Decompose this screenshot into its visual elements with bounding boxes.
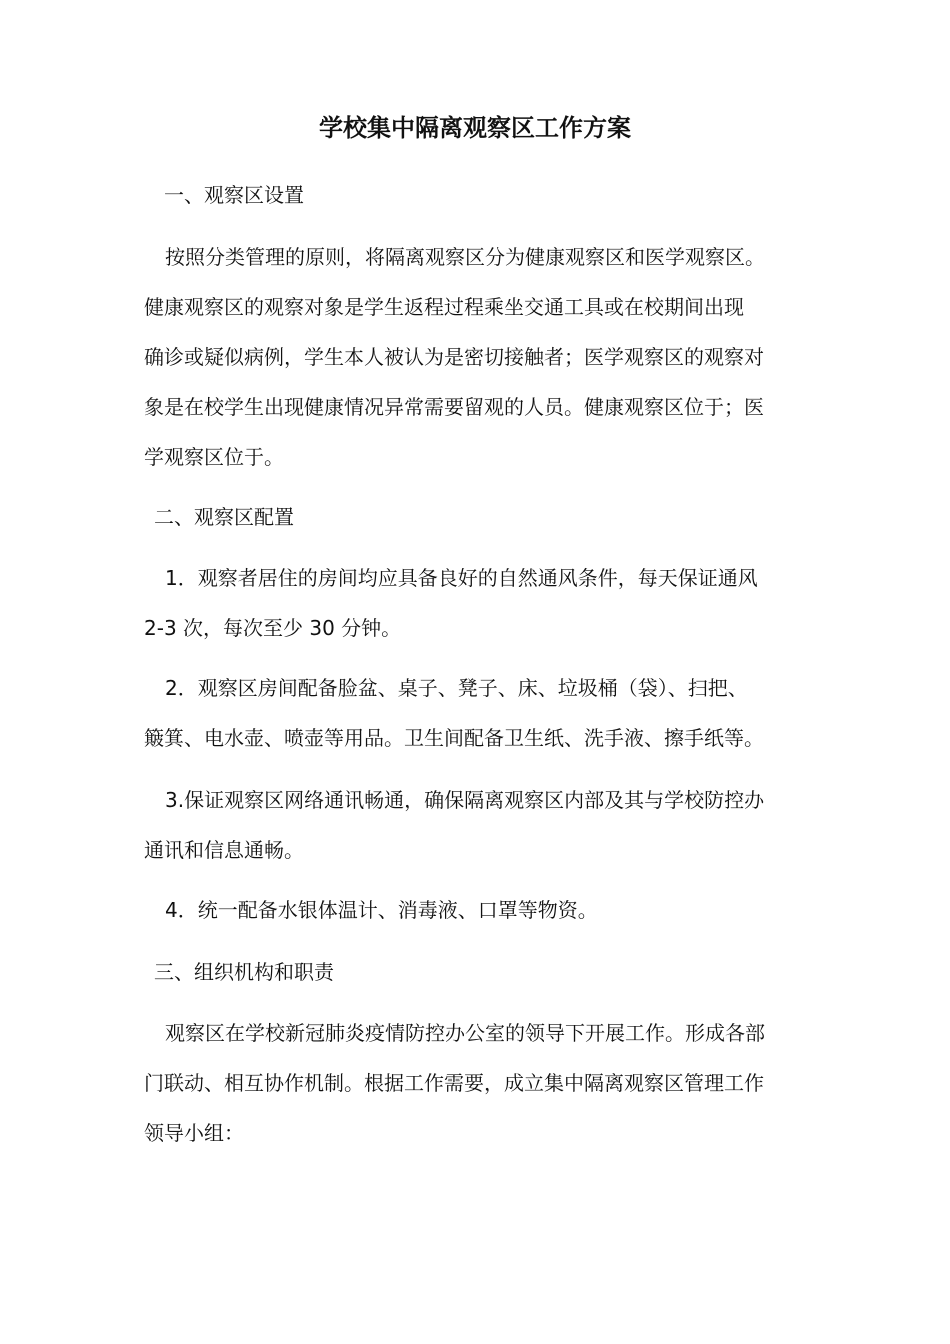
paragraph-line: 观察区在学校新冠肺炎疫情防控办公室的领导下开展工作。形成各部 (165, 1021, 765, 1045)
paragraph-2-3 (144, 775, 810, 875)
paragraph-line: 2-3 次，每次至少 30 分钟。 (144, 616, 402, 640)
paragraph-line: 3.保证观察区网络通讯畅通，确保隔离观察区内部及其与学校防控办 (165, 788, 765, 812)
paragraph-2-1 (144, 553, 810, 653)
paragraph-line: 门联动、相互协作机制。根据工作需要，成立集中隔离观察区管理工作 (144, 1071, 764, 1095)
paragraph-line: 通讯和信息通畅。 (144, 838, 304, 862)
paragraph-line: 学观察区位于。 (144, 445, 284, 469)
paragraph-2-4 (144, 885, 810, 935)
paragraph-line: 领导小组： (144, 1121, 244, 1145)
paragraph-3-1 (144, 1008, 810, 1158)
section-heading-2: 二、观察区配置 (154, 505, 294, 529)
paragraph-line: 4．统一配备水银体温计、消毒液、口罩等物资。 (165, 898, 598, 922)
section-heading-1: 一、观察区设置 (164, 183, 304, 207)
paragraph-line: 健康观察区的观察对象是学生返程过程乘坐交通工具或在校期间出现 (144, 295, 744, 319)
section-heading-3: 三、组织机构和职责 (154, 960, 334, 984)
paragraph-line: 确诊或疑似病例，学生本人被认为是密切接触者；医学观察区的观察对 (144, 345, 764, 369)
paragraph-line: 按照分类管理的原则，将隔离观察区分为健康观察区和医学观察区。 (165, 245, 765, 269)
document-title: 学校集中隔离观察区工作方案 (319, 114, 631, 142)
paragraph-line: 1．观察者居住的房间均应具备良好的自然通风条件，每天保证通风 (165, 566, 758, 590)
paragraph-line: 2．观察区房间配备脸盆、桌子、凳子、床、垃圾桶（袋）、扫把、 (165, 676, 748, 700)
paragraph-2-2 (144, 663, 810, 763)
paragraph-line: 簸箕、电水壶、喷壶等用品。卫生间配备卫生纸、洗手液、擦手纸等。 (144, 726, 764, 750)
paragraph-line: 象是在校学生出现健康情况异常需要留观的人员。健康观察区位于；医 (144, 395, 764, 419)
paragraph-1-1 (144, 232, 810, 482)
